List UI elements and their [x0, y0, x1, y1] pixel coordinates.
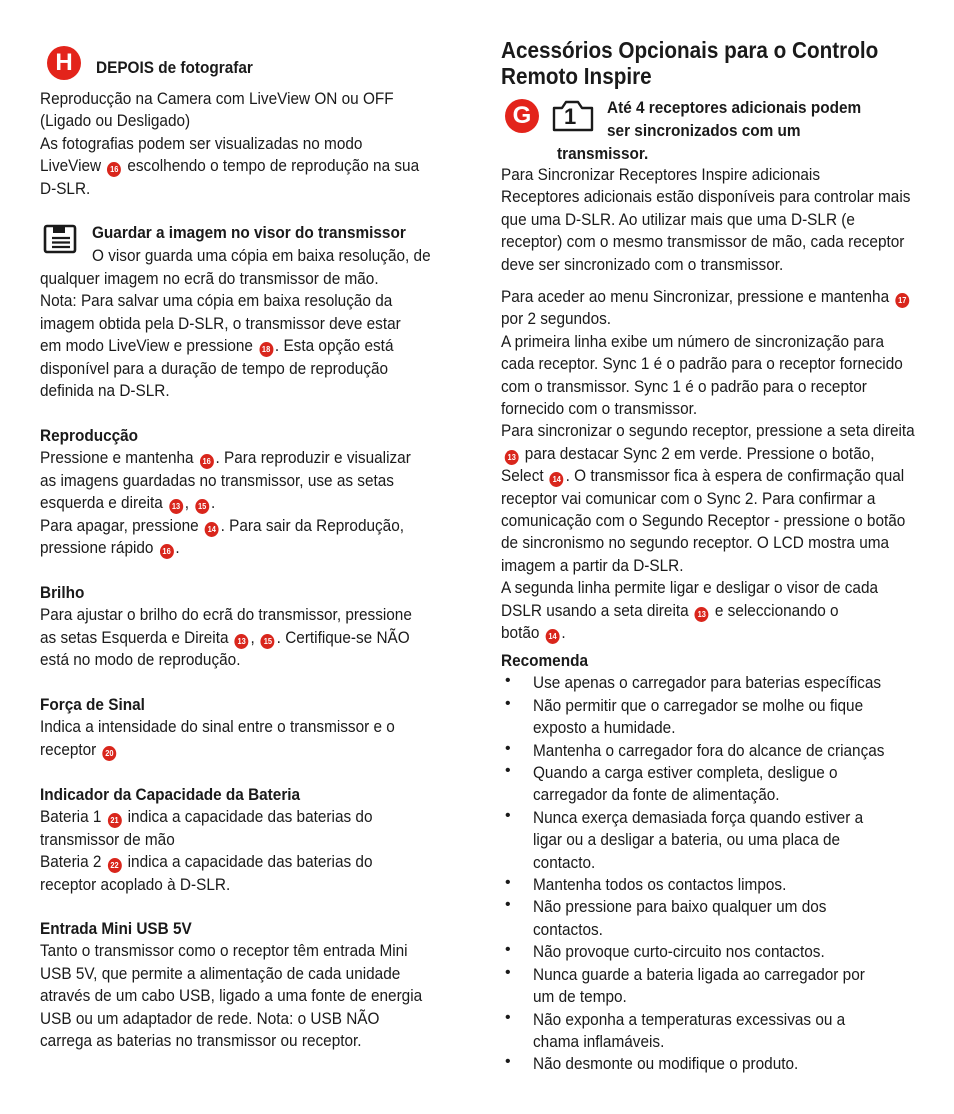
text-line: qualquer imagem no ecrã do transmissor de mão. [40, 270, 379, 288]
text-line: Para sincronizar o segundo receptor, pressione a seta direita [501, 422, 915, 441]
text-span: receptor [40, 740, 97, 759]
text-line: Para Sincronizar Receptores Inspire adicionais [501, 166, 821, 184]
section-title: Brilho [40, 584, 85, 602]
text-line: deve ser sincronizado com o transmissor. [501, 255, 784, 274]
list-item [501, 740, 911, 762]
list-item [501, 896, 911, 941]
button-ref-badge: 20 [102, 746, 116, 761]
text-line: • Use apenas o carregador para baterias específicas [533, 674, 882, 693]
text-span: pressione rápido [40, 539, 154, 558]
text-line: que uma D-SLR. Ao utilizar mais que uma D-SLR (e [501, 210, 855, 229]
section-brilho [40, 582, 440, 672]
text-span: LiveView [40, 157, 102, 176]
text-span: . [561, 624, 566, 643]
text-span: indica a capacidade das baterias do [127, 808, 373, 827]
section-title: Entrada Mini USB 5V [40, 920, 192, 938]
text-line: está no modo de reprodução. [40, 651, 241, 670]
text-line [40, 335, 401, 357]
text-line [40, 447, 411, 469]
text-line: ligar ou a desligar a bateria, ou uma placa de [533, 831, 841, 850]
text-line [501, 286, 915, 308]
section-h-title: DEPOIS de fotografar [96, 59, 253, 77]
text-line: • Não provoque curto-circuito nos contactos. [533, 943, 825, 962]
text-span: e seleccionando o [714, 601, 839, 620]
button-ref-badge: 15 [195, 499, 209, 514]
text-span: Pressione e mantenha [40, 449, 194, 468]
text-line: com o transmissor. Sync 1 é o padrão para o receptor [501, 377, 867, 396]
text-line: as imagens guardadas no transmissor, use as setas [40, 471, 394, 490]
section-g-badge: G [505, 99, 539, 133]
section-h-badge: H [47, 46, 81, 80]
text-line: através de um cabo USB, ligado a uma fonte de energia [40, 987, 423, 1006]
text-line: receptor acoplado à D-SLR. [40, 875, 231, 894]
list-item [501, 807, 911, 874]
list-item [501, 941, 911, 963]
list-item [501, 1009, 911, 1054]
text-line: cada receptor. Sync 1 é o padrão para o receptor fornecido [501, 355, 903, 374]
text-line [40, 739, 395, 761]
text-line: disponível para a duração de tempo de reprodução [40, 359, 389, 378]
text-line: (Ligado ou Desligado) [40, 112, 191, 131]
text-span: . Para reproduzir e visualizar [215, 449, 411, 468]
text-span: botão [501, 624, 540, 643]
list-item [501, 762, 911, 807]
text-line [40, 515, 411, 537]
text-span: . O transmissor fica à espera de confirmação qual [565, 467, 905, 486]
section-sinal [40, 694, 422, 761]
text-line: Receptores adicionais estão disponíveis para controlar mais [501, 188, 911, 207]
text-line: Indica a intensidade do sinal entre o transmissor e o [40, 718, 395, 737]
intro-paragraph [501, 164, 941, 276]
text-line: • Nunca exerça demasiada força quando estiver a [533, 808, 864, 827]
text-line: • Mantenha todos os contactos limpos. [533, 876, 787, 895]
text-line [40, 492, 411, 514]
text-span: , [250, 628, 255, 647]
text-line: imagem a partir da D-SLR. [501, 556, 684, 575]
text-line [40, 851, 372, 873]
list-item [501, 964, 911, 1009]
text-span: Select [501, 467, 544, 486]
text-span: as setas Esquerda e Direita [40, 628, 229, 647]
section-g-title-line: transmissor. [557, 145, 649, 163]
text-span: para destacar Sync 2 em verde. Pressione o botão, [524, 444, 875, 463]
text-line: um de tempo. [533, 988, 627, 1007]
text-span: Para apagar, pressione [40, 516, 199, 535]
text-line [40, 537, 411, 559]
button-ref-badge: 17 [895, 293, 909, 308]
text-span: . [211, 494, 216, 513]
text-line: definida na D-SLR. [40, 382, 170, 401]
list-item [501, 874, 911, 896]
text-line: Para ajustar o brilho do ecrã do transmissor, pressione [40, 606, 412, 625]
button-ref-badge: 22 [108, 858, 122, 873]
text-span: Bateria 1 [40, 808, 102, 827]
sync-paragraph [501, 286, 946, 645]
text-line [501, 622, 915, 644]
text-span: . [175, 539, 180, 558]
camera-1-icon [551, 99, 595, 133]
text-line: imagem obtida pela D-SLR, o transmissor deve estar [40, 314, 401, 333]
list-item [501, 672, 911, 694]
text-line: contacto. [533, 853, 596, 872]
text-line: comunicação com o Segundo Receptor - pressione o botão [501, 512, 906, 531]
text-span: . Para sair da Reprodução, [220, 516, 405, 535]
text-span: . Esta opção está [274, 337, 394, 356]
text-span: em modo LiveView e pressione [40, 337, 253, 356]
text-line [501, 600, 915, 622]
text-line: receptor) com o mesmo transmissor de mão, cada receptor [501, 233, 905, 252]
text-line: exposto a humidade. [533, 719, 676, 738]
button-ref-badge: 13 [235, 634, 249, 649]
text-span: escolhendo o tempo de reprodução na sua [127, 157, 420, 176]
text-line: • Não permitir que o carregador se molhe ou fique [533, 696, 864, 715]
button-ref-badge: 14 [550, 472, 564, 487]
text-line: • Mantenha o carregador fora do alcance de crianças [533, 741, 885, 760]
section-title: Recomenda [501, 652, 588, 670]
recomenda-list [501, 672, 911, 1075]
page-title [501, 37, 920, 89]
text-line: carrega as baterias no transmissor ou receptor. [40, 1032, 362, 1051]
text-line: A primeira linha exibe um número de sincronização para [501, 332, 884, 351]
text-line: USB ou um adaptador de rede. Nota: o USB NÃO [40, 1009, 380, 1028]
text-line: chama inflamáveis. [533, 1032, 665, 1051]
text-line [501, 443, 915, 465]
text-line: As fotografias podem ser visualizadas no modo [40, 134, 363, 153]
button-ref-badge: 16 [200, 454, 214, 469]
text-line [40, 627, 412, 649]
button-ref-badge: 14 [546, 629, 560, 644]
text-line: • Quando a carga estiver completa, desligue o [533, 764, 838, 783]
button-ref-badge: 18 [259, 342, 273, 357]
text-span: Para aceder ao menu Sincronizar, pressione e mantenha [501, 288, 890, 306]
text-line: • Não pressione para baixo qualquer um dos [533, 898, 827, 917]
save-icon [43, 224, 77, 259]
text-span: DSLR usando a seta direita [501, 601, 689, 620]
section-usb [40, 918, 451, 1052]
text-line: • Nunca guarde a bateria ligada ao carregador por [533, 965, 865, 984]
text-line: carregador da fonte de alimentação. [533, 786, 780, 805]
button-ref-badge: 13 [169, 499, 183, 514]
text-line: fornecido com o transmissor. [501, 400, 698, 419]
section-bateria [40, 784, 398, 896]
text-line: receptor vai comunicar com o Sync 2. Para confirmar a [501, 489, 876, 508]
section-reproduccao [40, 425, 439, 559]
save-body [40, 268, 428, 402]
section-h-body [40, 88, 448, 200]
text-span: Bateria 2 [40, 853, 102, 872]
camera-icon-label: 1 [564, 104, 577, 129]
list-item [501, 695, 911, 740]
text-line: transmissor de mão [40, 830, 175, 849]
button-ref-badge: 16 [107, 162, 121, 177]
text-line [40, 806, 372, 828]
button-ref-badge: 13 [695, 607, 709, 622]
recomenda-section [501, 650, 911, 1076]
text-line [40, 155, 419, 177]
button-ref-badge: 16 [160, 544, 174, 559]
text-line: por 2 segundos. [501, 310, 612, 329]
text-line [501, 465, 915, 487]
section-g-title-line: Até 4 receptores adicionais podem [607, 99, 862, 117]
text-span: , [184, 494, 190, 513]
section-title: Indicador da Capacidade da Bateria [40, 786, 301, 804]
text-line: Nota: Para salvar uma cópia em baixa resolução da [40, 292, 393, 311]
title-line: Acessórios Opcionais para o Controlo [501, 37, 879, 63]
section-g-title-line: ser sincronizados com um [607, 122, 801, 140]
text-line: A segunda linha permite ligar e desligar o visor de cada [501, 579, 879, 598]
section-title: Força de Sinal [40, 696, 145, 714]
text-line: de sincronismo no segundo receptor. O LCD mostra uma [501, 534, 890, 553]
text-line: Reproducção na Camera com LiveView ON ou OFF [40, 90, 394, 108]
save-title: Guardar a imagem no visor do transmissor [92, 224, 406, 242]
text-line: Tanto o transmissor como o receptor têm entrada Mini [40, 942, 408, 961]
button-ref-badge: 14 [205, 522, 219, 537]
text-line: • Não desmonte ou modifique o produto. [533, 1055, 799, 1074]
button-ref-badge: 13 [505, 450, 519, 465]
text-line: USB 5V, que permite a alimentação de cada unidade [40, 964, 401, 983]
text-span: indica a capacidade das baterias do [127, 853, 373, 872]
text-line: contactos. [533, 920, 603, 939]
text-span: . Certifique-se NÃO [276, 628, 410, 647]
text-span: esquerda e direita [40, 494, 163, 513]
title-line: Remoto Inspire [501, 63, 652, 89]
list-item [501, 1053, 911, 1075]
button-ref-badge: 15 [261, 634, 275, 649]
text-line: D-SLR. [40, 179, 91, 198]
section-title: Reproducção [40, 427, 139, 445]
button-ref-badge: 21 [108, 813, 122, 828]
text-line: • Não exponha a temperaturas excessivas ou a [533, 1010, 846, 1029]
text-line: O visor guarda uma cópia em baixa resolução, de [92, 247, 431, 265]
